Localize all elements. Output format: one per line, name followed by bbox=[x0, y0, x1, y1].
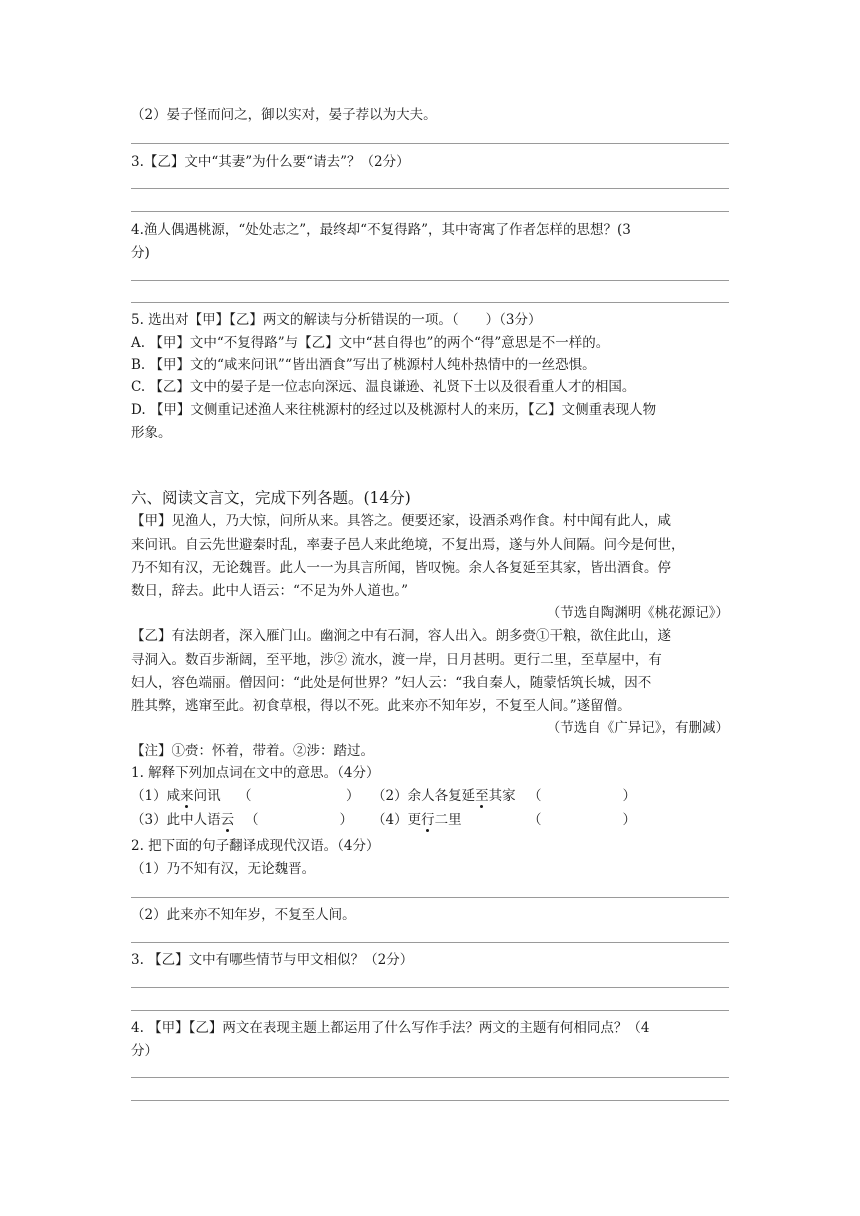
item-number: （3） bbox=[131, 812, 167, 828]
passage-yi-line: 寻洞入。数百步渐阔，至平地，涉② 流水，渡一岸，日月甚明。更行二里，至草屋中，有 bbox=[131, 652, 662, 668]
answer-line bbox=[131, 987, 729, 988]
emphasis-dot-char: 来 bbox=[180, 788, 194, 804]
answer-blank: （ ） bbox=[238, 788, 360, 804]
q1-item-4 bbox=[372, 811, 462, 829]
option-b: B. 【甲】文的“咸来问讯”“皆出酒食”写出了桃源村人纯朴热情中的一丝恐惧。 bbox=[131, 357, 596, 373]
passage-yi-line: 【乙】有法朗者，深入雁门山。幽涧之中有石洞，容人出入。朗多赍①干粮，欲住此山，遂 bbox=[131, 628, 671, 644]
dotted-phrase: 余人各复延至其家 bbox=[407, 788, 516, 804]
annotation-note: 【注】①赍：怀着，带着。②涉：踏过。 bbox=[131, 743, 374, 759]
item-number: （4） bbox=[372, 812, 408, 828]
option-d-line-1: D. 【甲】文侧重记述渔人来往桃源村的经过以及桃源村人的来历，【乙】文侧重表现人物 bbox=[131, 402, 657, 418]
answer-line bbox=[131, 942, 729, 943]
question-4-line-1: 4.渔人偶遇桃源，“处处志之”，最终却“不复得路”，其中寄寓了作者怎样的思想？(3 bbox=[131, 222, 631, 238]
answer-blank: （ ） bbox=[245, 812, 353, 828]
emphasis-dot-char: 至 bbox=[475, 788, 489, 804]
sub-question-2: （2）晏子怪而问之，御以实对，晏子荐以为大夫。 bbox=[131, 107, 437, 123]
q2-sub-1: （1）乃不知有汉，无论魏晋。 bbox=[131, 861, 316, 877]
option-d-line-2: 形象。 bbox=[131, 425, 172, 441]
answer-line bbox=[131, 280, 729, 281]
source-jia: （节选自陶渊明《桃花源记》） bbox=[546, 605, 729, 621]
answer-line bbox=[131, 1010, 729, 1011]
answer-line bbox=[131, 897, 729, 898]
q1-item-3 bbox=[131, 811, 234, 829]
question-5: 5. 选出对【甲】【乙】两文的解读与分析错误的一项。（ ）（3分） bbox=[131, 312, 542, 328]
option-a: A. 【甲】文中“不复得路”与【乙】文中“甚自得也”的两个“得”意思是不一样的。 bbox=[131, 335, 610, 351]
section-heading: 六、阅读文言文，完成下列各题。(14分) bbox=[131, 489, 411, 507]
answer-line bbox=[131, 302, 729, 303]
passage-yi-line: 妇人，容色端丽。僧因问：“此处是何世界？”妇人云：“我自秦人，随蒙恬筑长城，因不 bbox=[131, 675, 652, 691]
answer-blank: （ ） bbox=[528, 812, 636, 828]
dotted-phrase: 咸来问讯 bbox=[166, 788, 221, 804]
answer-blank: （ ） bbox=[528, 788, 636, 804]
question-3: 3. 【乙】文中有哪些情节与甲文相似？（2分） bbox=[131, 952, 414, 968]
answer-line bbox=[131, 143, 729, 144]
answer-line bbox=[131, 1100, 729, 1101]
q1-item-1 bbox=[131, 787, 221, 805]
passage-jia-line: 数日，辞去。此中人语云：“不足为外人道也。” bbox=[131, 583, 409, 599]
answer-line bbox=[131, 1077, 729, 1078]
emphasis-dot-char: 云 bbox=[220, 812, 235, 828]
q1-item-2 bbox=[372, 787, 516, 805]
question-2: 2. 把下面的句子翻译成现代汉语。（4分） bbox=[131, 838, 380, 854]
passage-jia-line: 【甲】见渔人，乃大惊，问所从来。具答之。便要还家，设酒杀鸡作食。村中闻有此人，咸 bbox=[131, 513, 671, 529]
passage-jia-line: 乃不知有汉，无论魏晋。此人一一为具言所闻，皆叹惋。余人各复延至其家，皆出酒食。停 bbox=[131, 560, 671, 576]
dotted-phrase: 更行二里 bbox=[407, 812, 462, 828]
option-c: C. 【乙】文中的晏子是一位志向深远、温良谦逊、礼贤下士以及很看重人才的相国。 bbox=[131, 379, 636, 395]
question-1: 1. 解释下列加点词在文中的意思。（4分） bbox=[131, 765, 380, 781]
question-4-line-2: 分) bbox=[131, 245, 150, 261]
question-4-line-2: 分） bbox=[131, 1043, 158, 1059]
question-4-line-1: 4. 【甲】【乙】两文在表现主题上都运用了什么写作手法？两文的主题有何相同点？（4 bbox=[131, 1020, 650, 1036]
item-number: （2） bbox=[372, 788, 408, 804]
source-yi: （节选自《广异记》，有删减） bbox=[546, 720, 729, 736]
passage-yi-line: 胜其弊，逃窜至此。初食草根，得以不死。此来亦不知年岁，不复至人间。”遂留僧。 bbox=[131, 698, 631, 714]
passage-jia-line: 来问讯。自云先世避秦时乱，率妻子邑人来此绝境，不复出焉，遂与外人间隔。问今是何世， bbox=[131, 537, 685, 553]
q2-sub-2: （2）此来亦不知年岁，不复至人间。 bbox=[131, 907, 356, 923]
emphasis-dot-char: 行 bbox=[421, 812, 435, 828]
item-number: （1） bbox=[131, 788, 167, 804]
answer-line bbox=[131, 211, 729, 212]
dotted-phrase: 此中人语云 bbox=[166, 812, 235, 828]
answer-line bbox=[131, 188, 729, 189]
question-3: 3.【乙】文中“其妻”为什么要“请去”？（2分） bbox=[131, 154, 410, 170]
